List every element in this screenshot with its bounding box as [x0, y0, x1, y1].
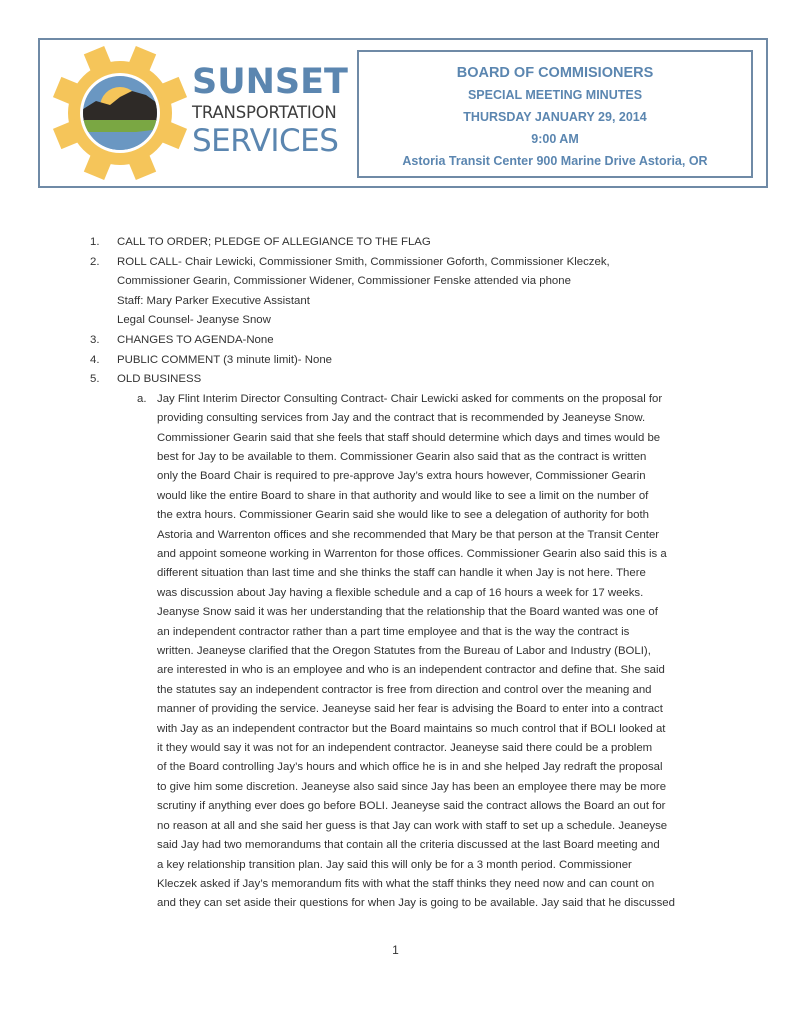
agenda-item-line: CHANGES TO AGENDA-None: [117, 333, 274, 346]
page-number: 1: [392, 943, 399, 957]
paragraph-line: and they can set aside their questions for when Jay is going to be available. Jay said that he discussed: [157, 897, 675, 910]
paragraph-line: said Jay had two memorandums that contain all the criteria discussed at the last Board meeting and: [157, 839, 660, 852]
paragraph-line: scrutiny if anything ever does go before BOLI. Jeaneyse said the contract allows the Board an out for: [157, 800, 666, 813]
meeting-date: THURSDAY JANUARY 29, 2014: [463, 110, 647, 124]
agenda-item-line: Staff: Mary Parker Executive Assistant: [117, 294, 310, 307]
paragraph-line: would like the entire Board to share in that authority and would like to see a limit on the number of: [157, 489, 649, 502]
paragraph-line: to give him some discretion. Jeaneyse also said since Jay has been an employee there may be more: [157, 780, 667, 793]
agenda-item-number: 2.: [90, 255, 100, 268]
paragraph-line: the extra hours. Commissioner Gearin said she would like to see a delegation of authority for both: [157, 509, 649, 522]
agenda-item-number: 3.: [90, 333, 100, 346]
agenda-item: [90, 253, 760, 331]
paragraph-line: no reason at all and she said her guess is that Jay can work with staff to set up a schedule. Jeaneyse: [157, 819, 668, 832]
agenda-item-number: 1.: [90, 236, 100, 248]
paragraph-line: Jeanyse Snow said it was her understanding that the relationship that the Board wanted was one of: [157, 606, 658, 619]
paragraph-line: providing consulting services from Jay and the contract that is recommended by Jeaneyse Snow.: [157, 412, 646, 425]
agenda-item-number: 5.: [90, 373, 100, 386]
paragraph-line: the statutes say an independent contractor is free from direction and control over the meaning and: [157, 683, 652, 696]
agenda-item-line: ROLL CALL- Chair Lewicki, Commissioner Smith, Commissioner Goforth, Commissioner Kleczek,: [117, 255, 610, 268]
brand-services: SERVICES: [192, 123, 339, 159]
paragraph-line: Commissioner Gearin said that she feels that staff should determine which days and times would be: [157, 431, 661, 444]
agenda-item-line: Legal Counsel- Jeanyse Snow: [117, 314, 271, 327]
meeting-location: Astoria Transit Center 900 Marine Drive Astoria, OR: [402, 154, 708, 168]
meeting-title-box: [357, 50, 753, 178]
brand-transportation: TRANSPORTATION: [192, 103, 337, 122]
minutes-body: [90, 233, 760, 914]
board-title: BOARD OF COMMISIONERS: [456, 65, 654, 81]
meeting-type: SPECIAL MEETING MINUTES: [467, 88, 643, 102]
paragraph-line: manner of providing the service. Jeaneyse said her fear is advising the Board to enter into a contract: [157, 703, 663, 716]
paragraph-line: was discussion about Jay having a flexible schedule and a cap of 16 hours a week for 17 weeks.: [157, 586, 644, 599]
paragraph-line: an independent contractor rather than a part time employee and that is the way the contract is: [157, 625, 630, 638]
paragraph-line: Kleczek asked if Jay’s memorandum fits with what the staff thinks they need now and can count on: [157, 877, 655, 890]
paragraph-line: and appoint someone working in Warrenton for those offices. Commissioner Gearin also said this is a: [157, 548, 667, 560]
item-letter: a.: [137, 392, 147, 405]
paragraph-line: different situation than last time and she thinks the staff can handle it when Jay is not here. There: [157, 567, 646, 580]
agenda-item: [90, 233, 760, 253]
brand-sunset: SUNSET: [192, 62, 348, 102]
paragraph-line: Jay Flint Interim Director Consulting Contract- Chair Lewicki asked for comments on the proposal for: [157, 392, 663, 405]
paragraph-line: a key relationship transition plan. Jay said this will only be for a 3 month period. Commissioner: [157, 858, 632, 871]
brand-name: [192, 64, 352, 158]
old-business-item-a: [90, 390, 760, 914]
agenda-item: [90, 370, 760, 390]
paragraph-line: only the Board Chair is required to pre-approve Jay’s extra hours however, Commissioner Gearin: [157, 470, 646, 483]
agenda-item-number: 4.: [90, 353, 100, 366]
agenda-item: [90, 331, 760, 351]
paragraph-line: it they would say it was not for an independent contractor. Jeaneyse said there could be a problem: [157, 742, 653, 755]
agenda-item-line: CALL TO ORDER; PLEDGE OF ALLEGIANCE TO THE FLAG: [117, 236, 431, 248]
agenda-list: [90, 233, 760, 390]
agenda-item-line: OLD BUSINESS: [117, 373, 202, 386]
agenda-item: [90, 351, 760, 371]
agenda-item-line: PUBLIC COMMENT (3 minute limit)- None: [117, 353, 332, 366]
agenda-item-line: Commissioner Gearin, Commissioner Widener, Commissioner Fenske attended via phone: [117, 275, 571, 288]
logo-grass: [80, 120, 160, 132]
paragraph-line: written. Jeaneyse clarified that the Oregon Statutes from the Bureau of Labor and Industry (BOLI),: [157, 645, 651, 658]
old-business-paragraph: [157, 390, 760, 914]
paragraph-line: Astoria and Warrenton offices and she recommended that Mary be that person at the Transit Center: [157, 528, 660, 541]
paragraph-line: of the Board controlling Jay’s hours and which office he is in and she helped Jay redraft the proposal: [157, 761, 663, 774]
meeting-time: 9:00 AM: [531, 132, 579, 146]
gear-sunset-landscape-icon: [52, 45, 188, 181]
paragraph-line: are interested in who is an employee and who is an independent contractor and define that. She said: [157, 664, 665, 677]
paragraph-line: best for Jay to be available to them. Commissioner Gearin also said that as the contract is written: [157, 450, 647, 463]
paragraph-line: with Jay as an independent contractor but the Board maintains so much control that if BOLI looked at: [157, 722, 666, 735]
